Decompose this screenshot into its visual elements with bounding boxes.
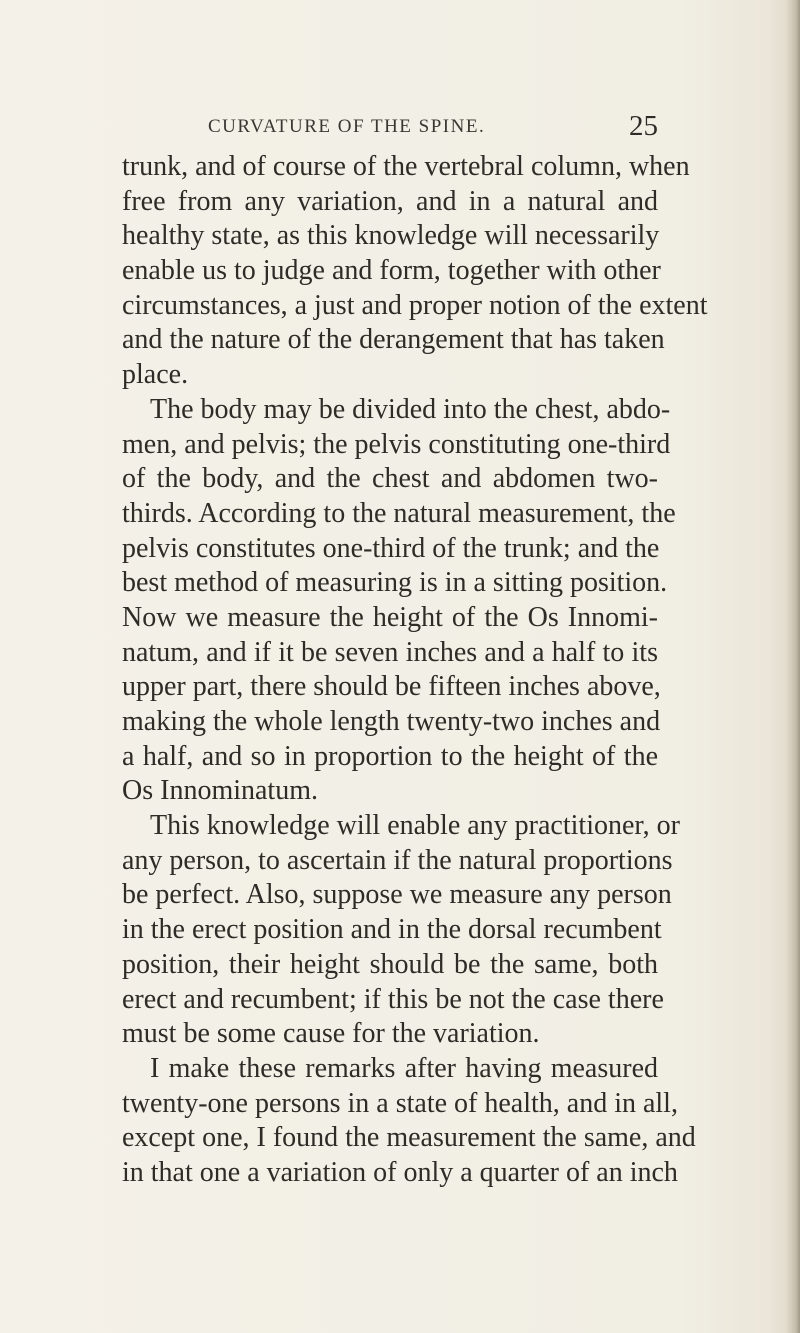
paragraph-start-line: The body may be divided into the chest, abdo- [150,393,671,425]
paragraph-start-line: I make these remarks after having measured [150,1052,658,1084]
text-line: of the body, and the chest and abdomen two- [122,463,658,495]
text-line: thirds. According to the natural measurement, the [122,497,676,529]
text-line: place. [122,359,189,391]
text-line: except one, I found the measurement the same, and [122,1122,696,1154]
text-line: Now we measure the height of the Os Innomi- [122,601,658,633]
text-line: men, and pelvis; the pelvis constituting one-third [122,428,671,460]
text-line: free from any variation, and in a natural and [122,185,658,217]
text-line: any person, to ascertain if the natural proportions [122,844,673,876]
text-line: best method of measuring is in a sitting position. [122,567,668,599]
text-line: a half, and so in proportion to the height of the [122,740,658,772]
text-line: and the nature of the derangement that has taken [122,324,665,356]
text-line: pelvis constitutes one-third of the trunk; and the [122,532,660,564]
text-line: trunk, and of course of the vertebral column, when [122,151,690,182]
page-number: 25 [629,110,658,142]
text-line: healthy state, as this knowledge will necessarily [122,220,660,252]
page-edge-shadow [786,0,800,1333]
running-head: CURVATURE OF THE SPINE. [208,116,486,137]
text-line: circumstances, a just and proper notion of the extent [122,289,708,321]
text-line: in the erect position and in the dorsal recumbent [122,914,662,946]
text-line: be perfect. Also, suppose we measure any person [122,879,672,911]
body-text [122,150,708,1191]
text-line: natum, and if it be seven inches and a half to its [122,636,658,668]
text-line: enable us to judge and form, together with other [122,255,661,287]
text-line: Os Innominatum. [122,775,318,807]
text-line: making the whole length twenty-two inches and [122,706,661,737]
text-line: upper part, there should be fifteen inches above, [122,671,661,703]
text-line: in that one a variation of only a quarter of an inch [122,1156,678,1188]
text-line: position, their height should be the same, both [122,948,658,980]
paragraph-start-line: This knowledge will enable any practitioner, or [150,810,680,842]
text-line: erect and recumbent; if this be not the case there [122,983,664,1015]
text-line: twenty-one persons in a state of health, and in all, [122,1087,678,1119]
text-line: must be some cause for the variation. [122,1018,540,1050]
page-header [128,112,658,142]
